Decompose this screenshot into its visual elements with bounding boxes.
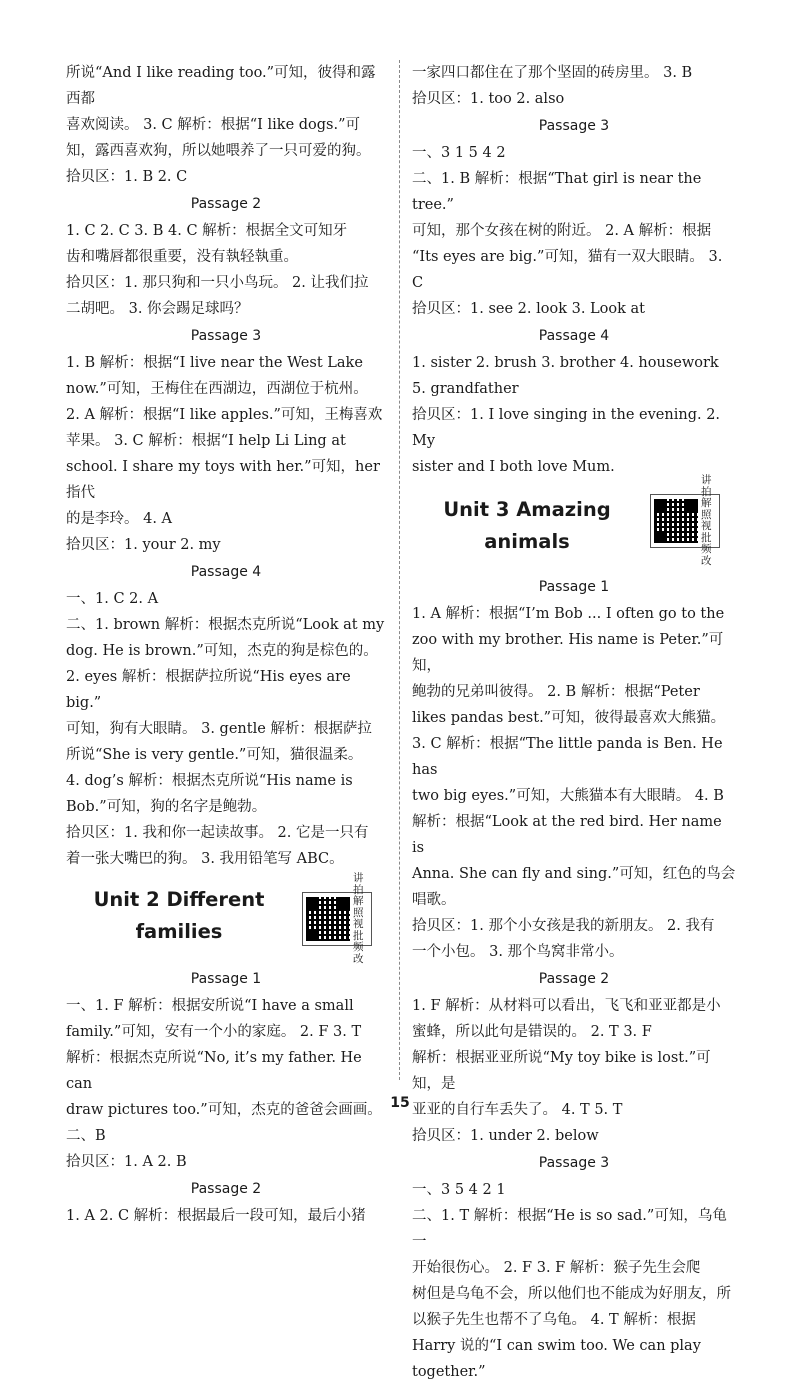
answer-line: 1. F 解析：从材料可以看出，飞飞和亚亚都是小: [412, 998, 721, 1014]
qr-code-icon: [302, 872, 372, 965]
answer-line: 5. grandfather: [412, 381, 519, 397]
answer-line: 1. C 2. C 3. B 4. C 解析：根据全文可知牙: [66, 223, 348, 239]
answer-line: 解析：根据“Look at the red bird. Her name is: [412, 814, 722, 856]
answer-line: Bob.”可知，狗的名字是鲍勃。: [66, 799, 267, 815]
answer-line: 可知，那个女孩在树的附近。 2. A 解析：根据: [412, 223, 712, 239]
unit-heading: [412, 474, 736, 568]
passage-heading: Passage 3: [538, 1155, 610, 1171]
answer-line: 一、3 5 4 2 1: [412, 1182, 506, 1198]
qr-code-icon: [650, 474, 720, 567]
answer-line: now.”可知，王梅住在西湖边，西湖位于杭州。: [66, 381, 368, 397]
answer-line: 以猴子先生也帮不了乌龟。 4. T 解析：根据: [412, 1312, 696, 1328]
answer-line: two big eyes.”可知，大熊猫本有大眼睛。 4. B: [412, 788, 724, 804]
qr-caption: 讲拍解照视批频改: [701, 474, 712, 567]
answer-line: 鲍勃的兄弟叫彼得。 2. B 解析：根据“Peter: [412, 684, 700, 700]
passage-heading: Passage 4: [538, 328, 610, 344]
answer-line: 解析：根据亚亚所说“My toy bike is lost.”可知，是: [412, 1050, 711, 1092]
right-column: [412, 60, 736, 1385]
answer-line: 1. sister 2. brush 3. brother 4. housework: [412, 355, 719, 371]
answer-line: “Its eyes are big.”可知，猫有一双大眼睛。 3. C: [412, 249, 723, 291]
page-number: 15: [390, 1095, 410, 1111]
answer-line: 二、1. B 解析：根据“That girl is near the tree.”: [412, 171, 702, 213]
answer-line: 拾贝区：1. 那个小女孩是我的新朋友。 2. 我有: [412, 918, 715, 934]
answer-line: 一个小包。 3. 那个鸟窝非常小。: [412, 944, 624, 960]
answer-line: 苹果。 3. C 解析：根据“I help Li Ling at: [66, 433, 346, 449]
unit-subtitle: animals: [484, 530, 570, 553]
answer-line: 蜜蜂，所以此句是错误的。 2. T 3. F: [412, 1024, 652, 1040]
passage-heading: Passage 1: [190, 971, 262, 987]
answer-line: 拾贝区：1. see 2. look 3. Look at: [412, 301, 645, 317]
answer-line: draw pictures too.”可知，杰克的爸爸会画画。: [66, 1102, 382, 1118]
column-divider: [399, 60, 400, 1080]
answer-line: 一、3 1 5 4 2: [412, 145, 506, 161]
answer-line: 亚亚的自行车丢失了。 4. T 5. T: [412, 1102, 623, 1118]
answer-line: 二胡吧。 3. 你会踢足球吗？: [66, 301, 249, 317]
answer-line: 3. C 解析：根据“The little panda is Ben. He has: [412, 736, 723, 778]
answer-line: 二、1. T 解析：根据“He is so sad.”可知，乌龟一: [412, 1208, 727, 1250]
answer-line: 拾贝区：1. under 2. below: [412, 1128, 599, 1144]
answer-line: 2. eyes 解析：根据萨拉所说“His eyes are big.”: [66, 669, 351, 711]
passage-heading: Passage 3: [538, 118, 610, 134]
answer-line: 一、1. C 2. A: [66, 591, 159, 607]
answer-line: 拾贝区：1. 那只狗和一只小鸟玩。 2. 让我们拉: [66, 275, 369, 291]
unit-title: Unit 2 Different: [93, 888, 265, 911]
answer-line: 喜欢阅读。 3. C 解析：根据“I like dogs.”可: [66, 117, 361, 133]
passage-heading: Passage 1: [538, 579, 610, 595]
answer-line: 1. A 解析：根据“I’m Bob ... I often go to the: [412, 606, 725, 622]
unit-subtitle: families: [135, 920, 223, 943]
answer-line: 1. A 2. C 解析：根据最后一段可知，最后小猪: [66, 1208, 366, 1224]
passage-heading: Passage 2: [538, 971, 610, 987]
answer-line: family.”可知，安有一个小的家庭。 2. F 3. T: [66, 1024, 362, 1040]
answer-line: 二、B: [66, 1128, 106, 1144]
answer-line: Anna. She can fly and sing.”可知，红色的鸟会唱歌。: [412, 866, 736, 908]
answer-line: dog. He is brown.”可知，杰克的狗是棕色的。: [66, 643, 378, 659]
answer-line: 4. dog’s 解析：根据杰克所说“His name is: [66, 773, 353, 789]
passage-heading: Passage 4: [190, 564, 262, 580]
answer-line: likes pandas best.”可知，彼得最喜欢大熊猫。: [412, 710, 726, 726]
answer-line: 拾贝区：1. too 2. also: [412, 91, 565, 107]
left-column: [66, 60, 386, 1229]
qr-code-pattern: [306, 897, 350, 941]
answer-line: 开始很伤心。 2. F 3. F 解析：猴子先生会爬: [412, 1260, 701, 1276]
answer-line: 1. B 解析：根据“I live near the West Lake: [66, 355, 363, 371]
answer-line: 可知，狗有大眼睛。 3. gentle 解析：根据萨拉: [66, 721, 372, 737]
passage-heading: Passage 3: [190, 328, 262, 344]
answer-line: 着一张大嘴巴的狗。 3. 我用铅笔写 ABC。: [66, 851, 344, 867]
passage-heading: Passage 2: [190, 196, 262, 212]
qr-code-pattern: [654, 499, 698, 543]
answer-line: 2. A 解析：根据“I like apples.”可知，王梅喜欢: [66, 407, 383, 423]
unit-heading: [66, 872, 386, 965]
answer-line: Harry 说的“I can swim too. We can play together.”: [412, 1338, 701, 1380]
answer-line: 一、1. F 解析：根据安所说“I have a small: [66, 998, 354, 1014]
unit-title: Unit 3 Amazing: [443, 498, 611, 521]
answer-line: 知，露西喜欢狗，所以她喂养了一只可爱的狗。: [66, 143, 371, 159]
answer-line: 一家四口都住在了那个坚固的砖房里。 3. B: [412, 65, 693, 81]
answer-line: 树但是乌龟不会，所以他们也不能成为好朋友，所: [412, 1286, 731, 1302]
answer-line: 二、1. brown 解析：根据杰克所说“Look at my: [66, 617, 385, 633]
answer-line: 齿和嘴唇都很重要，没有執轻執重。: [66, 249, 298, 265]
answer-line: 解析：根据杰克所说“No, it’s my father. He can: [66, 1050, 362, 1092]
qr-caption: 讲拍解照视批频改: [353, 872, 364, 965]
answer-line: 的是李玲。 4. A: [66, 511, 173, 527]
answer-line: 拾贝区：1. I love singing in the evening. 2. My: [412, 407, 721, 449]
answer-line: sister and I both love Mum.: [412, 459, 615, 475]
answer-line: school. I share my toys with her.”可知，her 指代: [66, 459, 380, 501]
answer-line: 拾贝区：1. A 2. B: [66, 1154, 187, 1170]
answer-line: 拾贝区：1. 我和你一起读故事。 2. 它是一只有: [66, 825, 369, 841]
answer-line: 拾贝区：1. B 2. C: [66, 169, 188, 185]
answer-line: 所说“She is very gentle.”可知，猫很温柔。: [66, 747, 363, 763]
answer-line: 所说“And I like reading too.”可知，彼得和露西都: [66, 65, 376, 107]
answer-line: 拾贝区：1. your 2. my: [66, 537, 221, 553]
answer-line: zoo with my brother. His name is Peter.”可知，: [412, 632, 724, 674]
passage-heading: Passage 2: [190, 1181, 262, 1197]
